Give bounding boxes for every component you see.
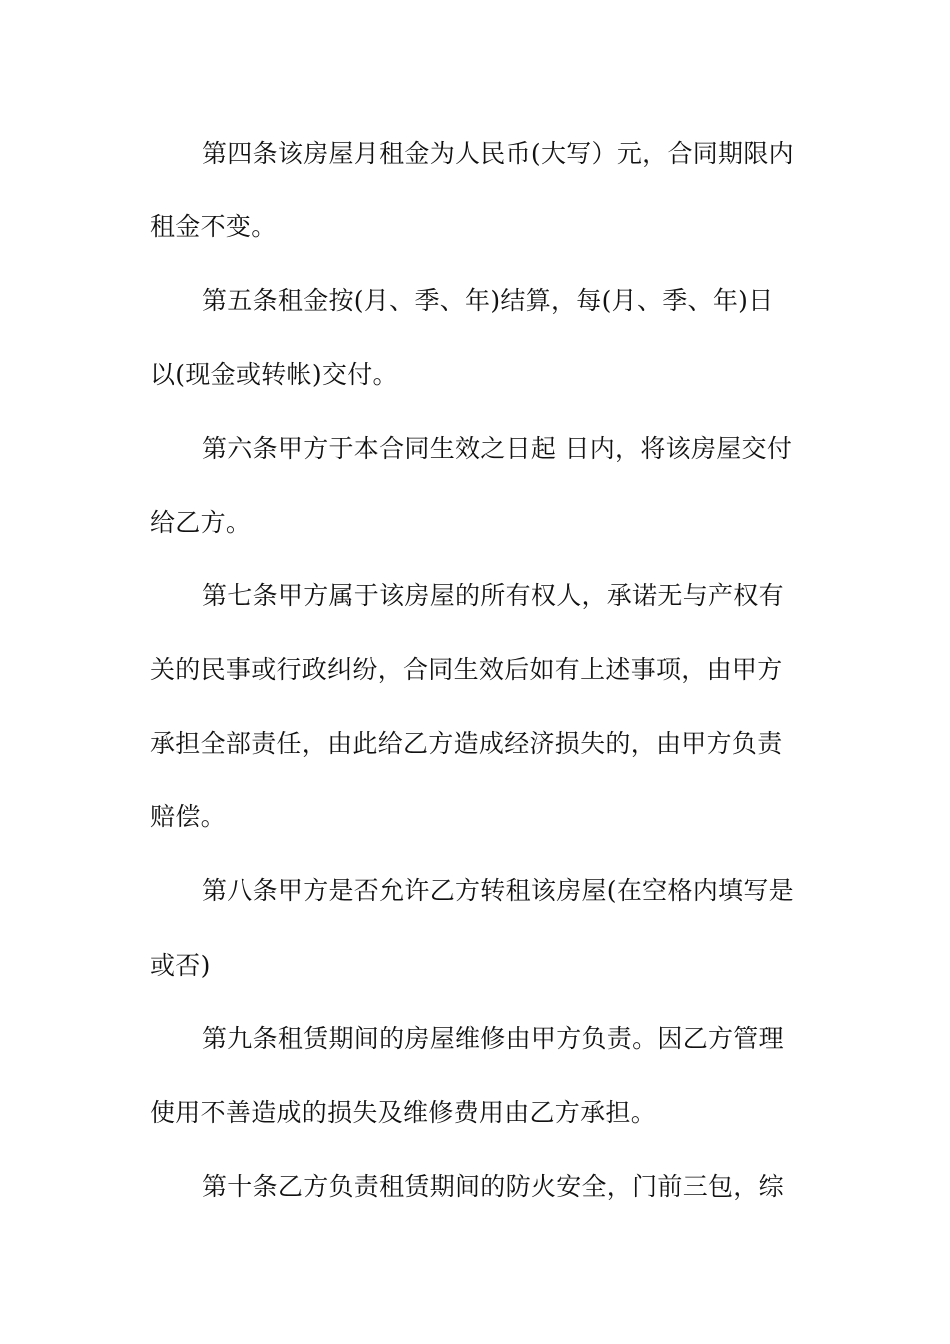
article-6-line-2: 给乙方。 (150, 508, 252, 537)
article-7-line-2: 关的民事或行政纠纷，合同生效后如有上述事项，由甲方 (150, 655, 783, 684)
article-7-line-4: 赔偿。 (150, 802, 226, 831)
article-5-line-1: 第五条租金按(月、季、年)结算，每(月、季、年)日 (202, 286, 774, 315)
article-6-line-1: 第六条甲方于本合同生效之日起 日内，将该房屋交付 (202, 434, 793, 463)
article-8-line-1: 第八条甲方是否允许乙方转租该房屋(在空格内填写是 (202, 876, 794, 905)
article-7-line-3: 承担全部责任，由此给乙方造成经济损失的，由甲方负责 (150, 729, 783, 758)
article-8-line-2: 或否) (150, 951, 211, 980)
article-4-line-1: 第四条该房屋月租金为人民币(大写）元，合同期限内 (202, 139, 794, 168)
article-7-line-1: 第七条甲方属于该房屋的所有权人，承诺无与产权有 (202, 581, 784, 610)
article-5-line-2: 以(现金或转帐)交付。 (150, 360, 398, 389)
article-10-line-1: 第十条乙方负责租赁期间的防火安全，门前三包，综 (202, 1172, 784, 1201)
article-4-line-2: 租金不变。 (150, 212, 277, 241)
article-9-line-2: 使用不善造成的损失及维修费用由乙方承担。 (150, 1098, 657, 1127)
article-9-line-1: 第九条租赁期间的房屋维修由甲方负责。因乙方管理 (202, 1024, 784, 1053)
